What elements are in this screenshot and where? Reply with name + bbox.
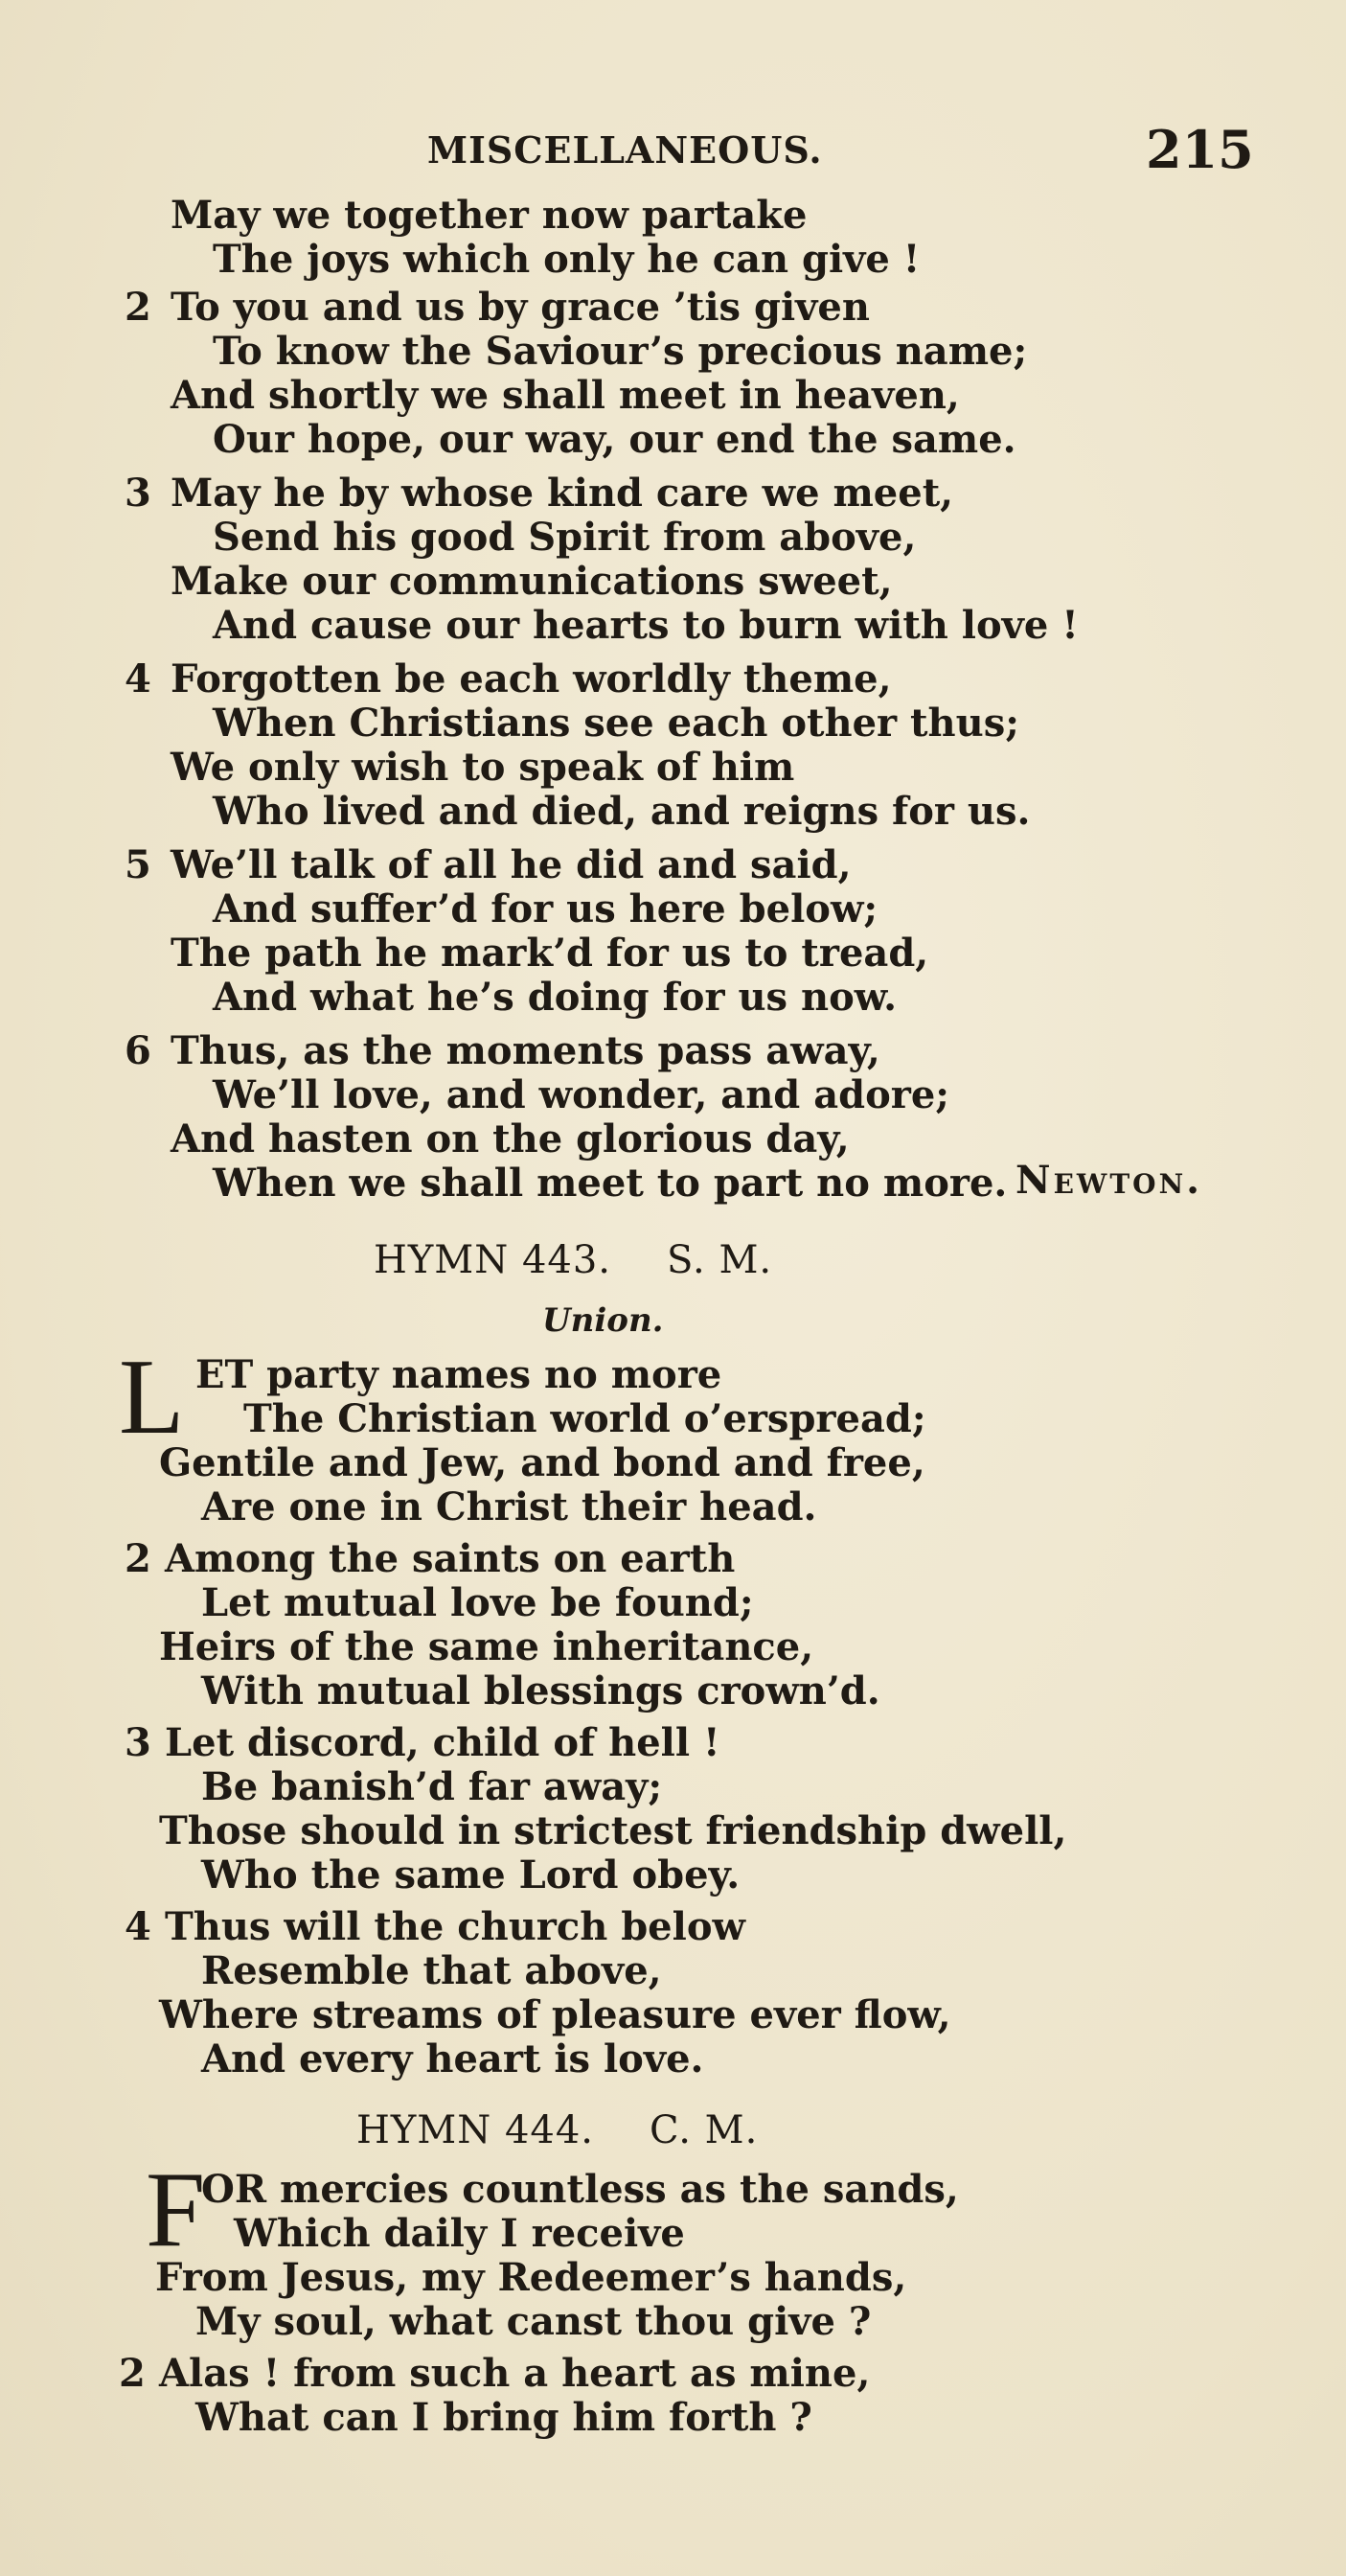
verse-line: And suffer’d for us here below;	[213, 886, 878, 932]
verse-line: Let discord, child of hell !	[165, 1720, 720, 1765]
hymn-title	[356, 2108, 758, 2152]
drop-cap: L	[119, 1338, 185, 1457]
verse-line: May he by whose kind care we meet,	[171, 471, 954, 516]
hymn-author: Newton.	[1015, 1158, 1203, 1203]
page-header	[0, 119, 1346, 180]
hymn-meter: S. M.	[667, 1238, 773, 1282]
verse-number: 2	[125, 1536, 151, 1581]
verse-line: ET party names no more	[195, 1352, 722, 1397]
verse-line: Forgotten be each worldly theme,	[171, 656, 892, 702]
verse-line: Which daily I receive	[234, 2211, 685, 2256]
verse-line: With mutual blessings crown’d.	[201, 1668, 880, 1714]
verse-line: Make our communications sweet,	[171, 559, 893, 604]
verse-number: 4	[125, 656, 151, 702]
drop-cap: F	[146, 2150, 206, 2269]
verse-line: To you and us by grace ’tis given	[171, 285, 870, 330]
verse-line: Let mutual love be found;	[201, 1580, 754, 1625]
verse-line: Send his good Spirit from above,	[213, 515, 917, 560]
verse-line: May we together now partake	[171, 193, 808, 238]
verse-line: To know the Saviour’s precious name;	[213, 329, 1028, 374]
verse-number: 2	[119, 2351, 146, 2396]
verse-line: The path he mark’d for us to tread,	[171, 931, 929, 976]
verse-line: Who the same Lord obey.	[201, 1852, 741, 1898]
verse-line: Thus will the church below	[165, 1904, 745, 1949]
verse-line: And shortly we shall meet in heaven,	[171, 373, 960, 418]
verse-line: And cause our hearts to burn with love !	[213, 603, 1079, 648]
verse-line: Who lived and died, and reigns for us.	[213, 789, 1031, 834]
verse-line: Alas ! from such a heart as mine,	[159, 2351, 871, 2396]
verse-line: When Christians see each other thus;	[213, 701, 1019, 746]
verse-line: And what he’s doing for us now.	[213, 975, 898, 1020]
verse-line: We’ll love, and wonder, and adore;	[213, 1072, 950, 1117]
verse-line: Those should in strictest friendship dwell,	[159, 1808, 1067, 1853]
verse-number: 6	[125, 1028, 151, 1073]
verse-line: We’ll talk of all he did and said,	[171, 842, 852, 887]
verse-line: My soul, what canst thou give ?	[195, 2299, 872, 2344]
verse-number: 3	[125, 1720, 151, 1765]
verse-line: Our hope, our way, our end the same.	[213, 417, 1016, 462]
verse-line: What can I bring him forth ?	[195, 2395, 812, 2440]
hymn-title	[374, 1238, 772, 1282]
verse-line: Heirs of the same inheritance,	[159, 1624, 814, 1669]
hymn-meter: C. M.	[650, 2108, 759, 2152]
verse-line: When we shall meet to part no more.	[213, 1161, 1008, 1206]
hymn-number: HYMN 444.	[356, 2108, 595, 2152]
page-number: 215	[1146, 119, 1254, 180]
verse-line: From Jesus, my Redeemer’s hands,	[155, 2255, 907, 2300]
verse-line: Where streams of pleasure ever flow,	[159, 1992, 951, 2037]
verse-line: OR mercies countless as the sands,	[201, 2167, 959, 2212]
verse-line: Among the saints on earth	[165, 1536, 736, 1581]
hymn-number: HYMN 443.	[374, 1238, 612, 1282]
verse-line: The joys which only he can give !	[213, 237, 921, 282]
verse-line: Are one in Christ their head.	[201, 1484, 817, 1530]
hymn-subtitle: Union.	[542, 1301, 664, 1340]
verse-line: Thus, as the moments pass away,	[171, 1028, 880, 1073]
verse-number: 3	[125, 471, 151, 516]
verse-line: We only wish to speak of him	[171, 745, 795, 790]
verse-number: 5	[125, 842, 151, 887]
verse-line: And every heart is love.	[201, 2036, 704, 2082]
verse-number: 2	[125, 285, 151, 330]
verse-line: And hasten on the glorious day,	[171, 1116, 850, 1162]
verse-line: Gentile and Jew, and bond and free,	[159, 1440, 925, 1485]
verse-line: Resemble that above,	[201, 1948, 662, 1993]
verse-line: The Christian world o’erspread;	[243, 1396, 926, 1441]
running-head: MISCELLANEOUS.	[427, 128, 823, 172]
verse-line: Be banish’d far away;	[201, 1764, 663, 1809]
verse-number: 4	[125, 1904, 151, 1949]
